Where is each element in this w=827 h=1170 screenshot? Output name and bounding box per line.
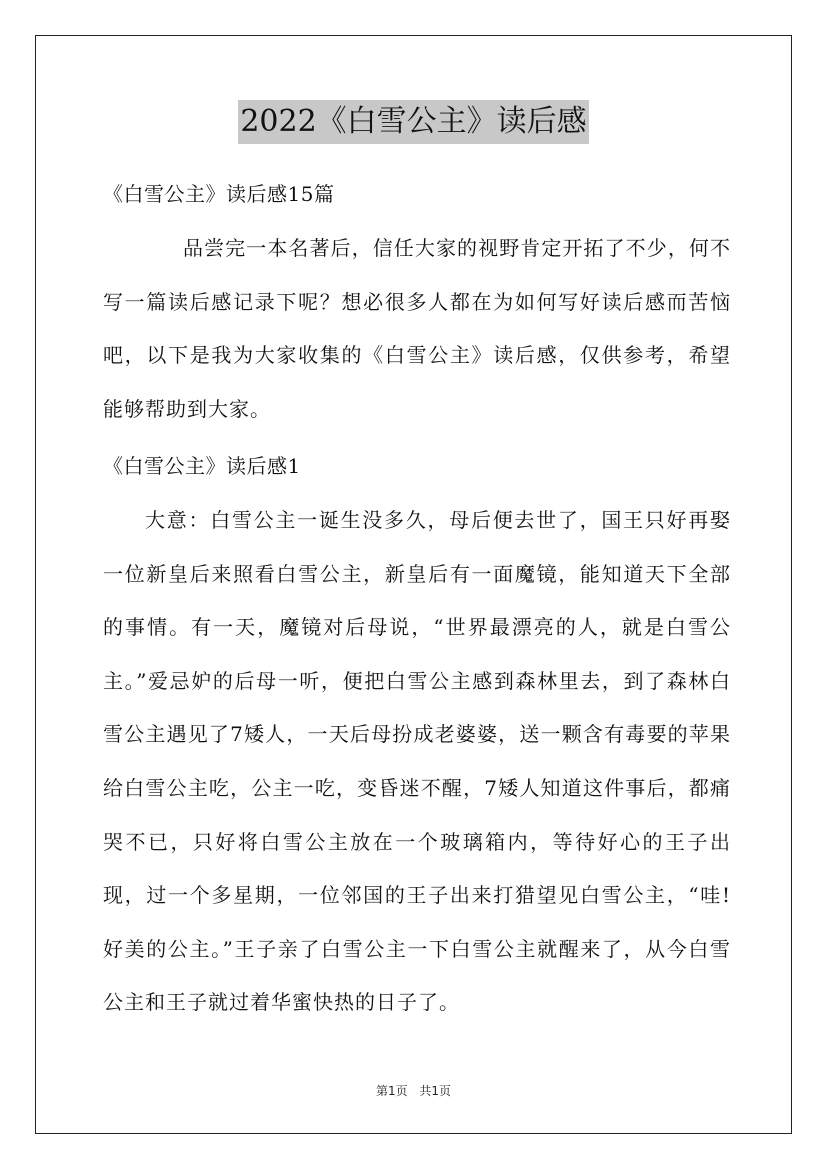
total-pages: 共1页	[419, 1084, 452, 1098]
document-subtitle: 《白雪公主》读后感15篇	[103, 182, 335, 206]
title-container	[0, 100, 827, 144]
page-number: 第1页	[375, 1084, 408, 1098]
document-title: 2022《白雪公主》读后感	[238, 100, 588, 144]
section-heading: 《白雪公主》读后感1	[103, 454, 301, 478]
intro-paragraph: 品尝完一本名著后，信任大家的视野肯定开拓了不少，何不写一篇读后感记录下呢？想必很多人都在为如何写好读后感而苦恼吧，以下是我为大家收集的《白雪公主》读后感，仅供参考，希望能够帮助到大家。	[103, 236, 731, 421]
story-paragraph: 大意：白雪公主一诞生没多久，母后便去世了，国王只好再娶一位新皇后来照看白雪公主，新皇后有一面魔镜，能知道天下全部的事情。有一天，魔镜对后母说，“世界最漂亮的人，就是白雪公主。”爱忌妒的后母一听，便把白雪公主感到森林里去，到了森林白雪公主遇见了7矮人，一天后母扮成老婆婆，送一颗含有毒要的苹果给白雪公主吃，公主一吃，变昏迷不醒，7矮人知道这件事后，都痛哭不已，只好将白雪公主放在一个玻璃箱内，等待好心的王子出现，过一个多星期，一位邻国的王子出来打猎望见白雪公主，“哇!好美的公主。”王子亲了白雪公主一下白雪公主就醒来了，从今白雪公主和王子就过着华蜜快热的日子了。	[103, 508, 731, 1015]
page-footer	[0, 1082, 827, 1099]
